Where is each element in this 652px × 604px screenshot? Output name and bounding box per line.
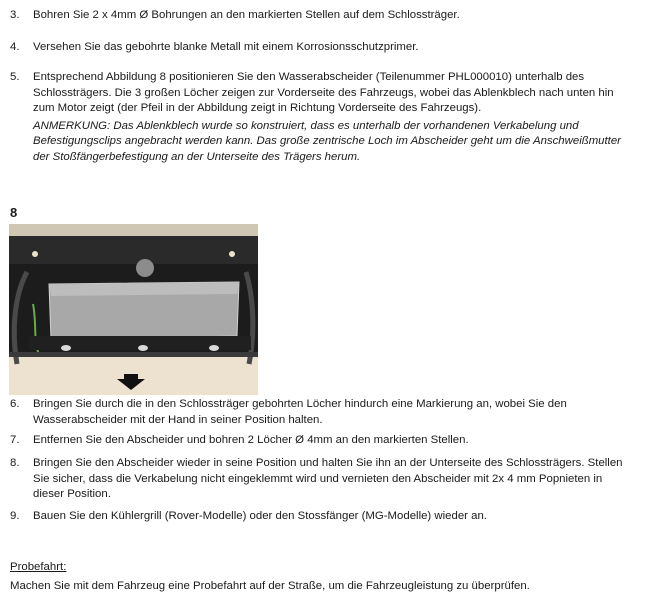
step-8 <box>10 456 630 503</box>
step-text: Entfernen Sie den Abscheider und bohren 2 Löcher Ø 4mm an den markierten Stellen. <box>33 434 469 446</box>
step-number: 3. <box>10 9 20 21</box>
figure-photo-water-separator <box>9 224 258 395</box>
step-number: 5. <box>10 71 20 83</box>
step-text: Bringen Sie den Abscheider wieder in seine Position und halten Sie ihn an der Unterseite des Schlossträgers. Stellen Sie sicher, dass die Verkabelung nicht eingeklemmt wird und vernieten den Abscheider mit 2x 4 mm Popnieten in dieser Position. <box>33 457 623 500</box>
step-6 <box>10 397 630 428</box>
step-number: 4. <box>10 41 20 53</box>
step-text: Versehen Sie das gebohrte blanke Metall mit einem Korrosionsschutzprimer. <box>33 41 419 53</box>
step-text: Entsprechend Abbildung 8 positionieren Sie den Wasserabscheider (Teilenummer PHL000010) unterhalb des Schlossträgers. Die 3 großen Löcher zeigen zur Vorderseite des Fahrzeugs, wobei das Ablenkblech nach unten hin zum Motor zeigt (der Pfeil in der Abbildung zeigt in Richtung Vorderseite des Fahrzeugs). <box>33 71 614 114</box>
step-number: 7. <box>10 434 20 446</box>
step-5 <box>10 70 630 165</box>
step-text: Bringen Sie durch die in den Schlossträger gebohrten Löcher hindurch eine Markierung an, wobei Sie den Wasserabscheider mit der Hand in seiner Position halten. <box>33 398 567 426</box>
step-4 <box>10 40 630 56</box>
step-number: 9. <box>10 510 20 522</box>
step-text: Bohren Sie 2 x 4mm Ø Bohrungen an den markierten Stellen auf dem Schlossträger. <box>33 9 460 21</box>
test-drive-heading: Probefahrt: <box>10 561 67 573</box>
step-text: Bauen Sie den Kühlergrill (Rover-Modelle) oder den Stossfänger (MG-Modelle) wieder an. <box>33 510 487 522</box>
step-3 <box>10 8 630 24</box>
step-7 <box>10 433 630 449</box>
step-number: 8. <box>10 457 20 469</box>
step-number: 6. <box>10 398 20 410</box>
test-drive-text: Machen Sie mit dem Fahrzeug eine Probefahrt auf der Straße, um die Fahrzeugleistung zu überprüfen. <box>10 580 530 592</box>
figure-number: 8 <box>10 205 18 220</box>
step-9 <box>10 509 630 525</box>
step-note: ANMERKUNG: Das Ablenkblech wurde so konstruiert, dass es unterhalb der vorhandenen Verkabelung und Befestigungsclips angebracht werden kann. Das große zentrische Loch im Abscheider geht um die Anschweißmutter der Stoßfängerbefestigung an der Unterseite des Trägers herum. <box>33 119 621 163</box>
